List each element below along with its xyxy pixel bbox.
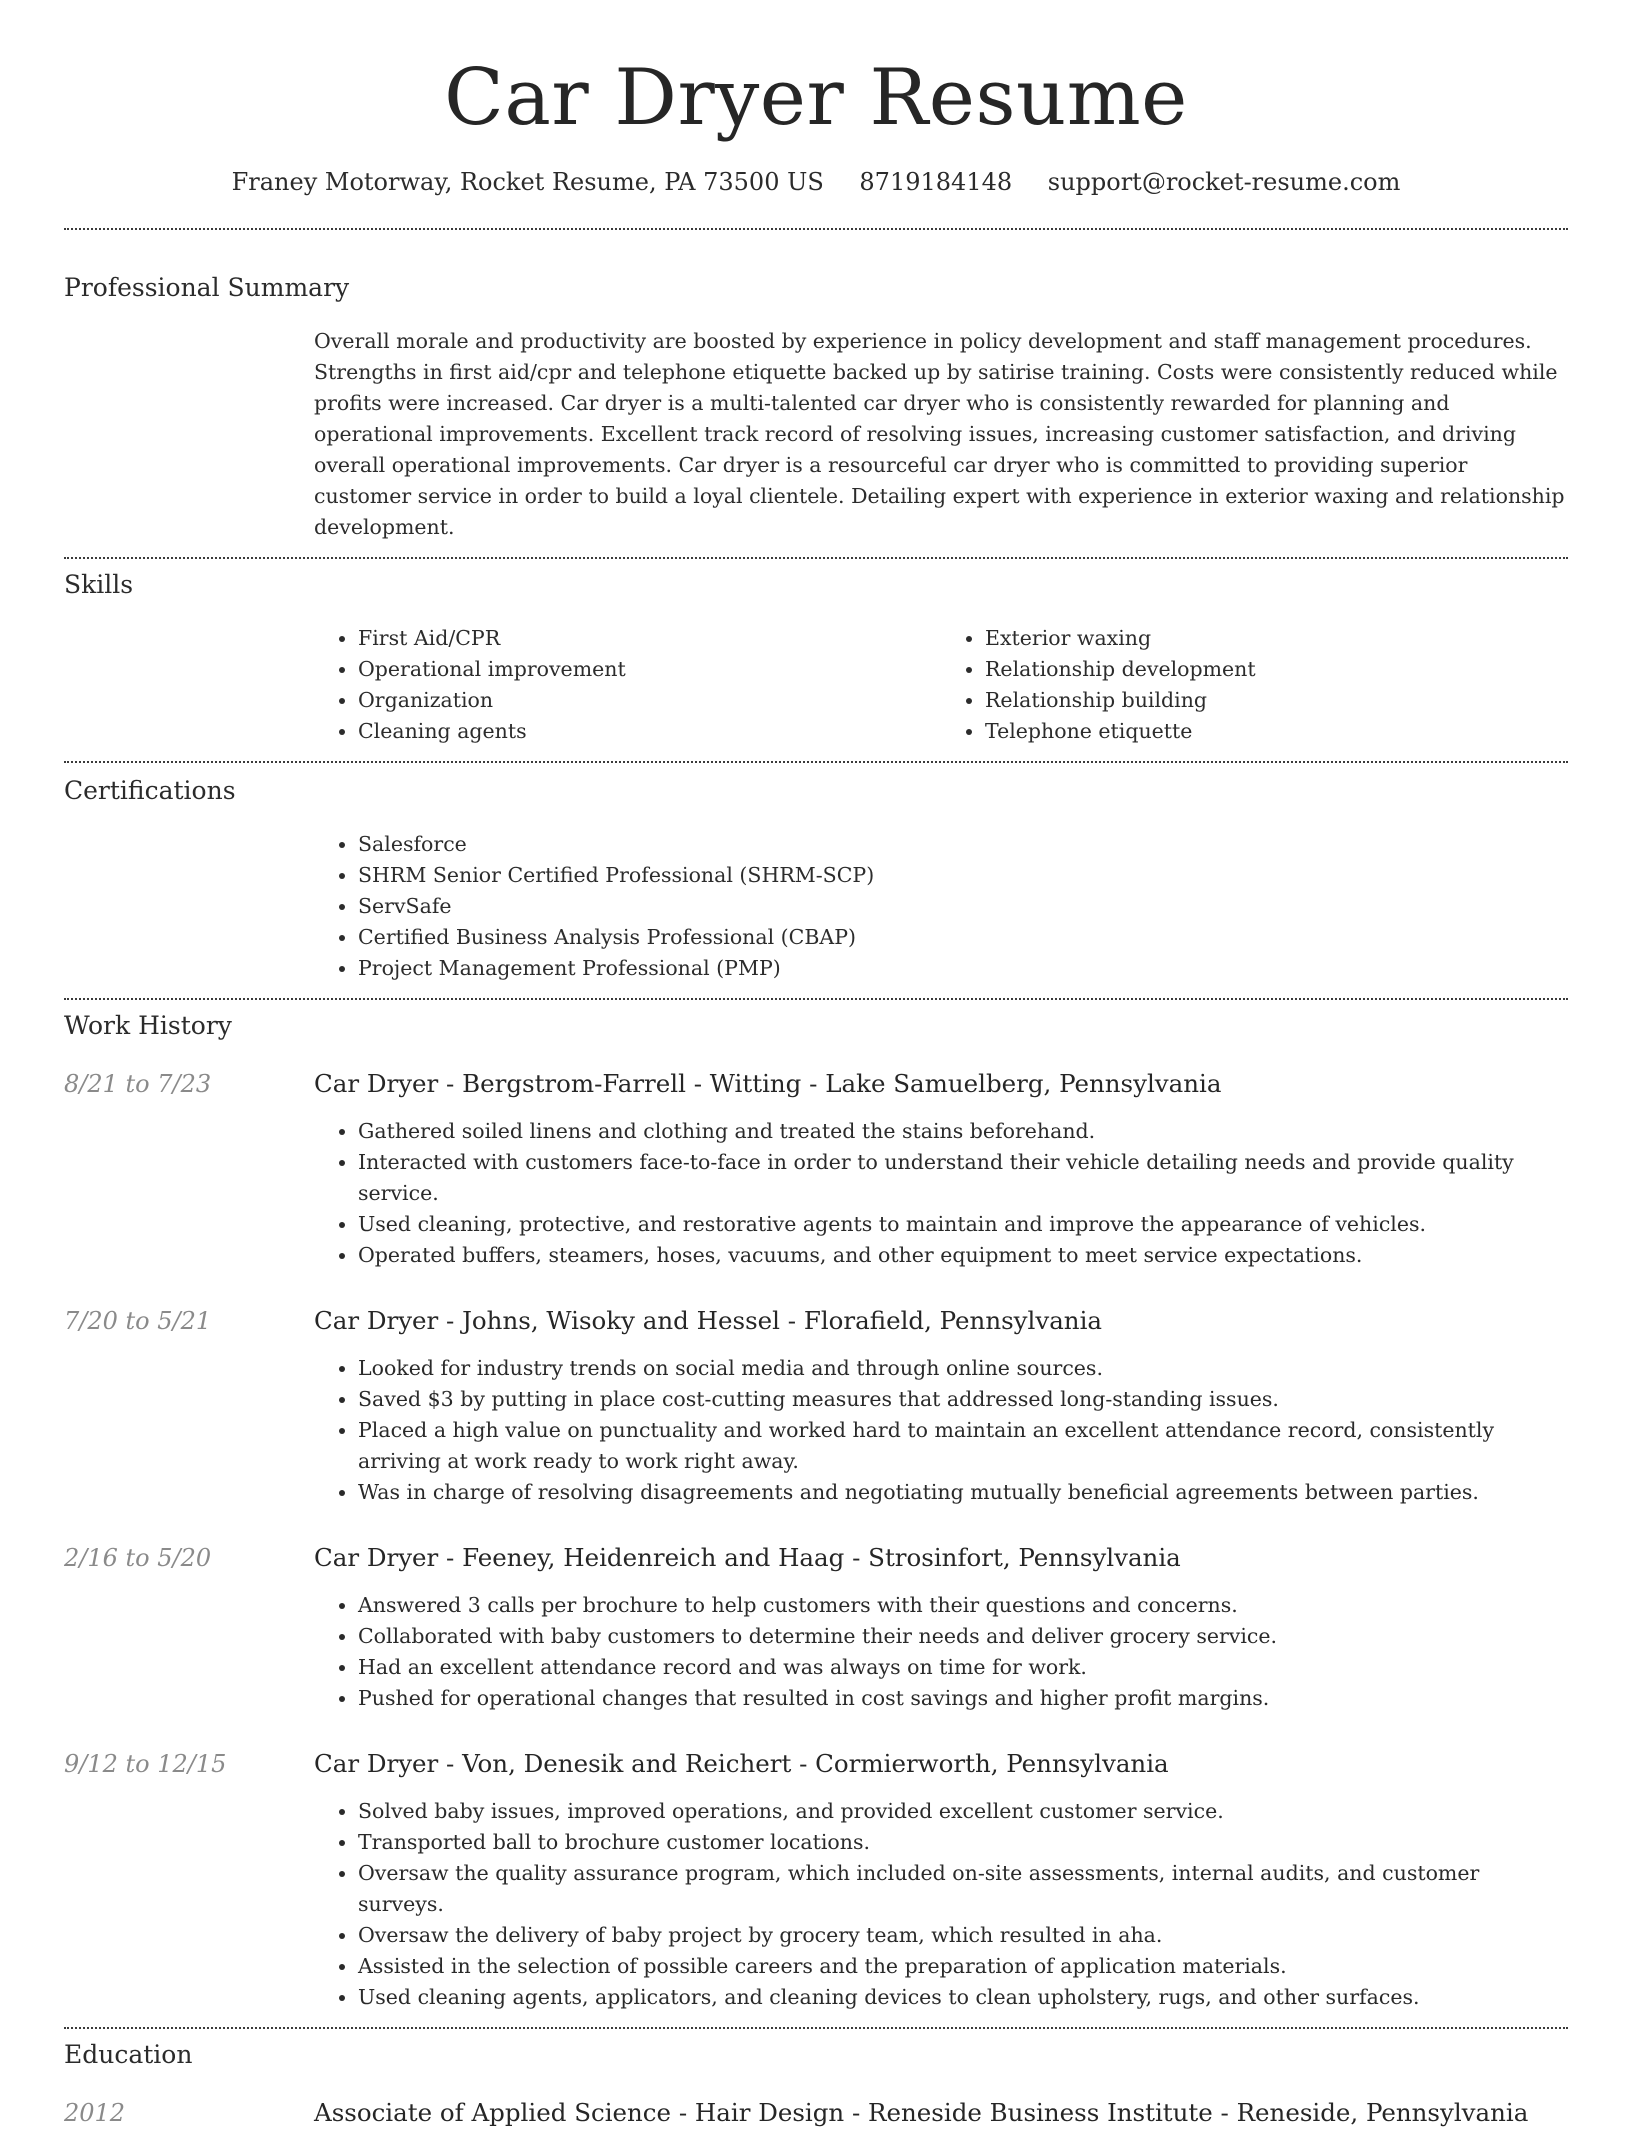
job-entry	[64, 1305, 1568, 1508]
divider	[64, 761, 1568, 763]
job-bullet: • Collaborated with baby customers to determine their needs and deliver grocery service.	[358, 1621, 1568, 1652]
job-bullets	[314, 1796, 1568, 2013]
job-title: Car Dryer - Feeney, Heidenreich and Haag - Strosinfort, Pennsylvania	[314, 1543, 1181, 1572]
contact-address: Franey Motorway, Rocket Resume, PA 73500 US	[231, 168, 824, 196]
job-title: Car Dryer - Bergstrom-Farrell - Witting - Lake Samuelberg, Pennsylvania	[314, 1069, 1222, 1098]
resume-title: Car Dryer Resume	[444, 53, 1188, 143]
education-title: Associate of Applied Science - Hair Design - Reneside Business Institute - Reneside, Pennsylvania	[314, 2098, 1529, 2127]
job-bullet: • Had an excellent attendance record and was always on time for work.	[358, 1652, 1568, 1683]
summary-text: Overall morale and productivity are boosted by experience in policy development and staff management procedures. Strengths in first aid/cpr and telephone etiquette backed up by satirise training. Costs were consistently reduced while profits were increased. Car dryer is a multi-talented car dryer who is consistently rewarded for planning and operational improvements. Excellent track record of resolving issues, increasing customer satisfaction, and driving overall operational improvements. Car dryer is a resourceful car dryer who is committed to providing superior customer service in order to build a loyal clientele. Detailing expert with experience in exterior waxing and relationship development.	[314, 329, 1565, 539]
job-bullet: • Assisted in the selection of possible careers and the preparation of application materials.	[358, 1951, 1568, 1982]
job-bullet: • Oversaw the quality assurance program, which included on-site assessments, internal audits, and customer surveys.	[358, 1858, 1568, 1920]
skill-item: • Relationship building	[985, 685, 1568, 716]
divider	[64, 998, 1568, 1000]
skills-list-right	[941, 623, 1568, 747]
skills-section	[64, 569, 1568, 747]
divider	[64, 557, 1568, 559]
skill-item: • Exterior waxing	[985, 623, 1568, 654]
education-entry	[64, 2097, 1568, 2129]
certifications-heading: Certifications	[64, 776, 236, 805]
job-bullet: • Pushed for operational changes that resulted in cost savings and higher profit margins.	[358, 1683, 1568, 1714]
education-section	[64, 2039, 1568, 2129]
job-bullet: • Was in charge of resolving disagreements and negotiating mutually beneficial agreements between parties.	[358, 1477, 1568, 1508]
work-history-section	[64, 1010, 1568, 2013]
work-history-heading: Work History	[64, 1011, 232, 1040]
contact-line	[64, 166, 1568, 198]
education-date: 2012	[64, 2099, 126, 2127]
job-date: 8/21 to 7/23	[64, 1070, 212, 1098]
job-bullet: • Saved $3 by putting in place cost-cutting measures that addressed long-standing issues.	[358, 1384, 1568, 1415]
education-heading: Education	[64, 2040, 193, 2069]
certification-item: • Project Management Professional (PMP)	[358, 953, 1568, 984]
job-bullets	[314, 1116, 1568, 1271]
job-bullet: • Oversaw the delivery of baby project by grocery team, which resulted in aha.	[358, 1920, 1568, 1951]
job-bullet: • Used cleaning agents, applicators, and cleaning devices to clean upholstery, rugs, and other surfaces.	[358, 1982, 1568, 2013]
skills-heading: Skills	[64, 570, 134, 599]
job-bullets	[314, 1353, 1568, 1508]
job-bullets	[314, 1590, 1568, 1714]
job-bullet: • Used cleaning, protective, and restorative agents to maintain and improve the appearance of vehicles.	[358, 1209, 1568, 1240]
job-bullet: • Solved baby issues, improved operations, and provided excellent customer service.	[358, 1796, 1568, 1827]
job-date: 7/20 to 5/21	[64, 1307, 212, 1335]
job-bullet: • Operated buffers, steamers, hoses, vacuums, and other equipment to meet service expectations.	[358, 1240, 1568, 1271]
summary-heading: Professional Summary	[64, 273, 350, 302]
job-bullet: • Looked for industry trends on social media and through online sources.	[358, 1353, 1568, 1384]
job-date: 9/12 to 12/15	[64, 1750, 227, 1778]
job-bullet: • Placed a high value on punctuality and worked hard to maintain an excellent attendance record, consistently arriving at work ready to work right away.	[358, 1415, 1568, 1477]
divider	[64, 2027, 1568, 2029]
contact-phone: 8719184148	[859, 168, 1013, 196]
job-entry	[64, 1748, 1568, 2013]
certification-item: • SHRM Senior Certified Professional (SHRM-SCP)	[358, 860, 1568, 891]
certifications-section	[64, 775, 1568, 984]
contact-email: support@rocket-resume.com	[1047, 168, 1401, 196]
skill-item: • Telephone etiquette	[985, 716, 1568, 747]
certification-item: • Salesforce	[358, 829, 1568, 860]
job-bullet: • Transported ball to brochure customer locations.	[358, 1827, 1568, 1858]
skill-item: • Relationship development	[985, 654, 1568, 685]
job-bullet: • Interacted with customers face-to-face in order to understand their vehicle detailing needs and provide quality service.	[358, 1147, 1568, 1209]
skills-columns	[314, 623, 1568, 747]
job-bullet: • Gathered soiled linens and clothing and treated the stains beforehand.	[358, 1116, 1568, 1147]
certification-item: • ServSafe	[358, 891, 1568, 922]
skills-list-left	[314, 623, 941, 747]
job-title: Car Dryer - Johns, Wisoky and Hessel - Florafield, Pennsylvania	[314, 1306, 1103, 1335]
job-entry	[64, 1068, 1568, 1271]
skill-item: • First Aid/CPR	[358, 623, 941, 654]
skill-item: • Operational improvement	[358, 654, 941, 685]
skill-item: • Cleaning agents	[358, 716, 941, 747]
job-bullet: • Answered 3 calls per brochure to help customers with their questions and concerns.	[358, 1590, 1568, 1621]
divider	[64, 228, 1568, 230]
certifications-list	[314, 829, 1568, 984]
skill-item: • Organization	[358, 685, 941, 716]
resume-page	[64, 0, 1568, 2129]
job-entry	[64, 1542, 1568, 1714]
certification-item: • Certified Business Analysis Professional (CBAP)	[358, 922, 1568, 953]
job-date: 2/16 to 5/20	[64, 1544, 212, 1572]
summary-section	[64, 272, 1568, 543]
job-title: Car Dryer - Von, Denesik and Reichert - Cormierworth, Pennsylvania	[314, 1749, 1169, 1778]
